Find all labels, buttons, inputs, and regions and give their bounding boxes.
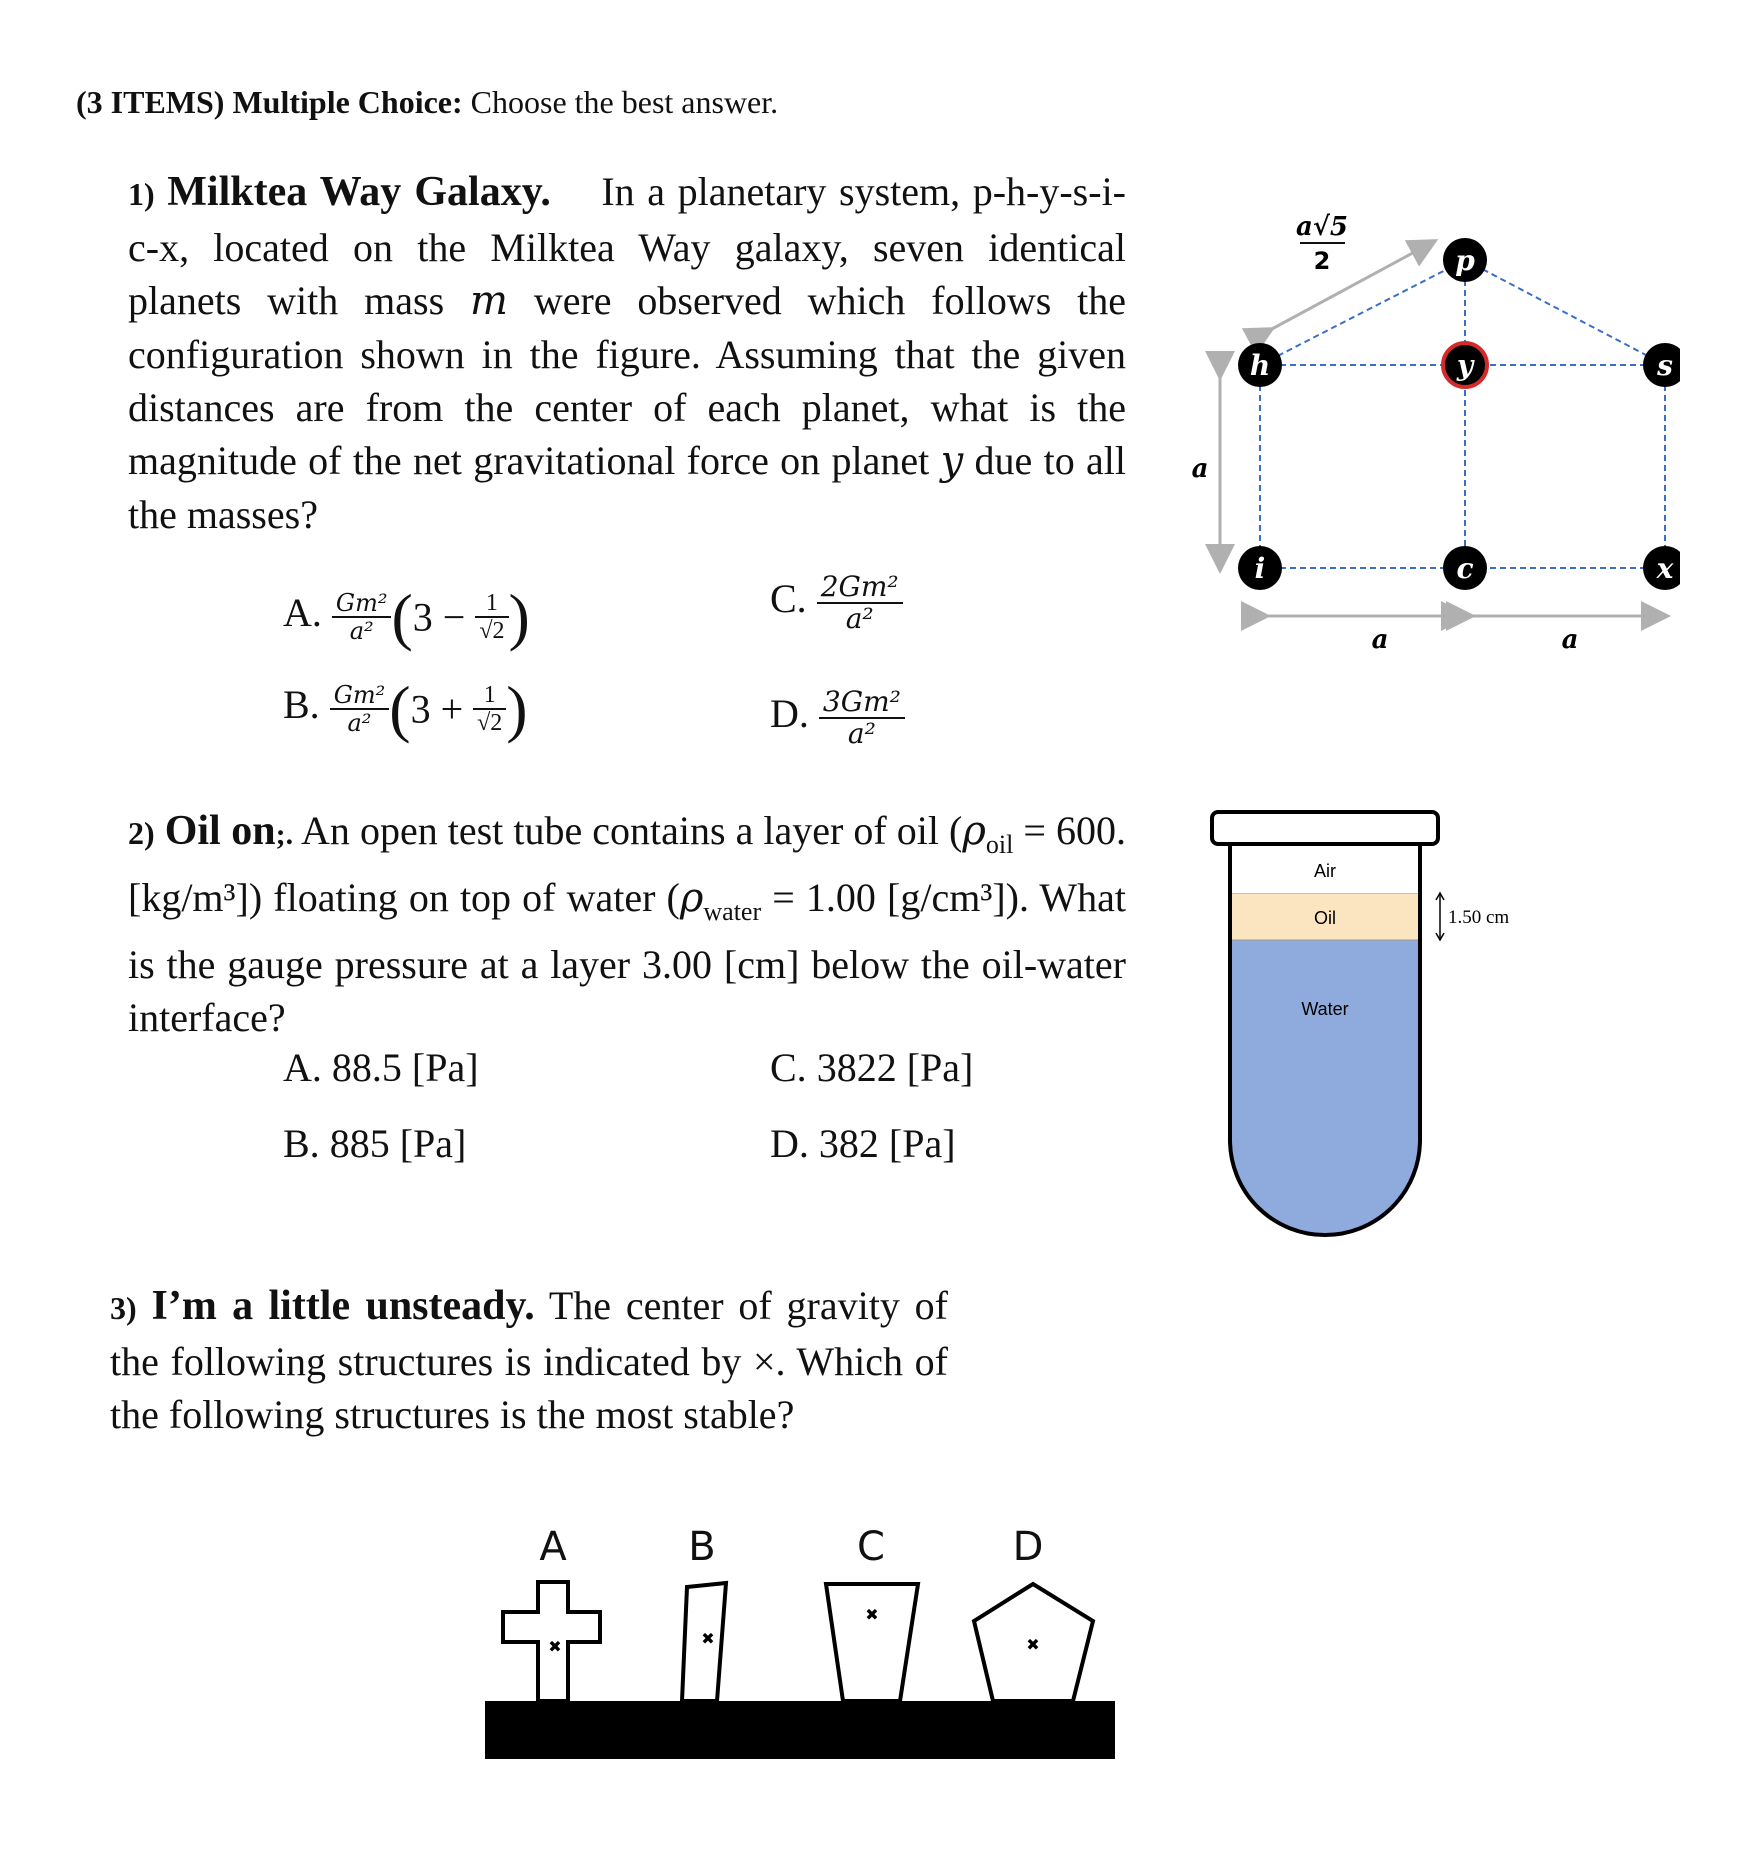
svg-text:i: i <box>1254 552 1266 585</box>
question-2-title-mark: ;. <box>275 818 294 851</box>
header-bold: (3 ITEMS) Multiple Choice: <box>76 84 463 120</box>
test-tube-figure <box>1200 800 1540 1260</box>
question-3-text <box>110 1279 948 1441</box>
q2-choice-d[interactable] <box>770 1120 956 1167</box>
q2-choice-d-value: 382 [Pa] <box>818 1121 956 1166</box>
svg-text:p: p <box>1455 244 1475 277</box>
q1-choice-d-label: D. <box>770 691 809 737</box>
q1-b-den: a² <box>347 709 372 737</box>
question-1-text-c: due to all the masses? <box>128 438 1126 537</box>
q2-choice-b[interactable] <box>283 1120 466 1167</box>
water-label: Water <box>1301 999 1349 1019</box>
q2-choice-a-value: 88.5 [Pa] <box>331 1045 479 1090</box>
cog-mark-b: ✖ <box>701 1629 715 1648</box>
cog-mark-d: ✖ <box>1026 1635 1040 1654</box>
planet-i <box>1238 546 1282 590</box>
question-2-text-c: = 1.00 [g/cm³]). What is the gauge pressure at a layer 3.00 [cm] below the oil-water interface? <box>128 875 1126 1040</box>
question-2-text <box>128 804 1126 1044</box>
question-1-text-b: were observed which follows the configuration shown in the figure. Assuming that the given distances are from the center of each planet, what is the magnitude of the net gravitational force on planet <box>128 278 1126 483</box>
connection-lines <box>1260 260 1665 568</box>
label-d: D <box>1012 1524 1044 1570</box>
q2-choice-c-label: C. <box>770 1045 807 1090</box>
q1-b-inner-den: √2 <box>477 710 503 736</box>
q1-choice-d[interactable] <box>770 687 905 749</box>
q1-choice-a-frac <box>332 590 392 644</box>
q2-choice-c[interactable] <box>770 1044 973 1091</box>
question-1-number: 1) <box>128 176 155 212</box>
q1-choice-b-label: B. <box>283 682 320 728</box>
q1-choice-d-frac <box>819 687 905 749</box>
paren-close: ) <box>506 673 528 744</box>
var-y: y <box>940 438 964 484</box>
question-3-number: 3) <box>110 1290 137 1326</box>
question-2-text-a: An open test tube contains a layer of oil ( <box>301 808 963 853</box>
label-b: B <box>688 1524 716 1570</box>
q1-a-inner: 3 − <box>412 594 466 640</box>
q1-choice-b[interactable] <box>283 672 528 746</box>
question-3 <box>110 1279 948 1441</box>
q1-d-num: 3Gm² <box>819 687 905 719</box>
q1-a-inner-frac <box>475 590 508 644</box>
rho-oil: ρ <box>962 808 986 854</box>
vertical-label: a <box>1191 454 1209 484</box>
planet-figure <box>1180 190 1680 670</box>
water-sub: water <box>703 897 762 926</box>
cog-mark-c: ✖ <box>865 1605 879 1624</box>
svg-text:h: h <box>1249 349 1271 382</box>
q1-c-num: 2Gm² <box>817 572 903 604</box>
distance-arrows <box>1220 242 1665 616</box>
question-2-text-b: = 600. [kg/m³]) floating on top of water ( <box>128 808 1127 920</box>
oil-label: Oil <box>1314 908 1336 928</box>
question-1-text-a: In a planetary system, p-h-y-s-i-c-x, located on the Milktea Way galaxy, seven identical planets with mass <box>128 169 1127 323</box>
q2-choice-d-label: D. <box>770 1121 809 1166</box>
ground <box>485 1701 1115 1759</box>
q1-b-inner-num: 1 <box>473 682 506 710</box>
q1-a-inner-den: √2 <box>479 618 505 644</box>
q1-a-num: Gm² <box>332 590 392 618</box>
q1-b-num: Gm² <box>330 682 390 710</box>
q1-c-den: a² <box>845 602 874 635</box>
header-rest: Choose the best answer. <box>470 84 779 120</box>
rho-water: ρ <box>679 875 704 921</box>
svg-text:y: y <box>1456 349 1474 382</box>
q1-a-den: a² <box>349 617 374 645</box>
paren-open: ( <box>391 581 413 652</box>
question-2-title: Oil on <box>164 808 276 854</box>
oil-sub: oil <box>985 830 1014 859</box>
paren-open: ( <box>389 673 411 744</box>
structure-c-trapezoid <box>826 1584 918 1701</box>
q2-choice-b-value: 885 [Pa] <box>329 1121 467 1166</box>
paren-close: ) <box>508 581 530 652</box>
svg-text:x: x <box>1656 552 1674 585</box>
label-c: C <box>857 1524 885 1570</box>
section-header <box>76 84 778 121</box>
question-1-title: Milktea Way Galaxy. <box>167 169 551 215</box>
svg-text:s: s <box>1657 349 1673 382</box>
q2-choice-b-label: B. <box>283 1121 320 1166</box>
question-2 <box>128 804 1126 1044</box>
label-a: A <box>539 1524 567 1570</box>
planet-x <box>1643 546 1680 590</box>
q1-a-inner-num: 1 <box>475 590 508 618</box>
q1-choice-c-label: C. <box>770 576 807 622</box>
q1-b-inner-frac <box>473 682 506 736</box>
planet-c <box>1443 546 1487 590</box>
question-3-body: The center of gravity of the following structures is indicated by ×. Which of the following structures is the most stable? <box>110 1283 949 1437</box>
water-layer <box>1230 940 1420 1235</box>
question-1-text <box>128 165 1126 541</box>
question-3-title: I’m a little unsteady. <box>151 1283 535 1329</box>
structures-figure <box>480 1515 1120 1765</box>
q1-b-inner: 3 + <box>410 686 464 732</box>
oil-thickness-label: 1.50 cm <box>1448 907 1510 928</box>
cog-mark-a: ✖ <box>548 1637 562 1656</box>
oil-thickness-dimension <box>1436 893 1444 940</box>
bottom-label-2: a <box>1561 625 1579 655</box>
q1-d-den: a² <box>847 717 876 750</box>
planet-h <box>1238 343 1282 387</box>
var-m: m <box>470 278 508 324</box>
q2-choice-a-label: A. <box>283 1045 322 1090</box>
q1-choice-b-frac <box>330 682 390 736</box>
diag-label-den: 2 <box>1313 247 1331 275</box>
question-2-number: 2) <box>128 815 155 851</box>
planet-y <box>1443 343 1487 387</box>
q1-choice-a[interactable] <box>283 580 530 654</box>
question-1 <box>128 165 1126 541</box>
svg-text:c: c <box>1456 552 1474 585</box>
q2-choice-a[interactable] <box>283 1044 479 1091</box>
q1-choice-c[interactable] <box>770 572 903 634</box>
diag-label-num: a√5 <box>1295 212 1349 242</box>
q1-choice-c-frac <box>817 572 903 634</box>
bottom-label-1: a <box>1371 625 1389 655</box>
q1-choice-a-label: A. <box>283 590 322 636</box>
q2-choice-c-value: 3822 [Pa] <box>816 1045 974 1090</box>
tube-rim <box>1212 812 1438 844</box>
air-label: Air <box>1314 861 1336 881</box>
planet-s <box>1643 343 1680 387</box>
planet-p <box>1443 238 1487 282</box>
